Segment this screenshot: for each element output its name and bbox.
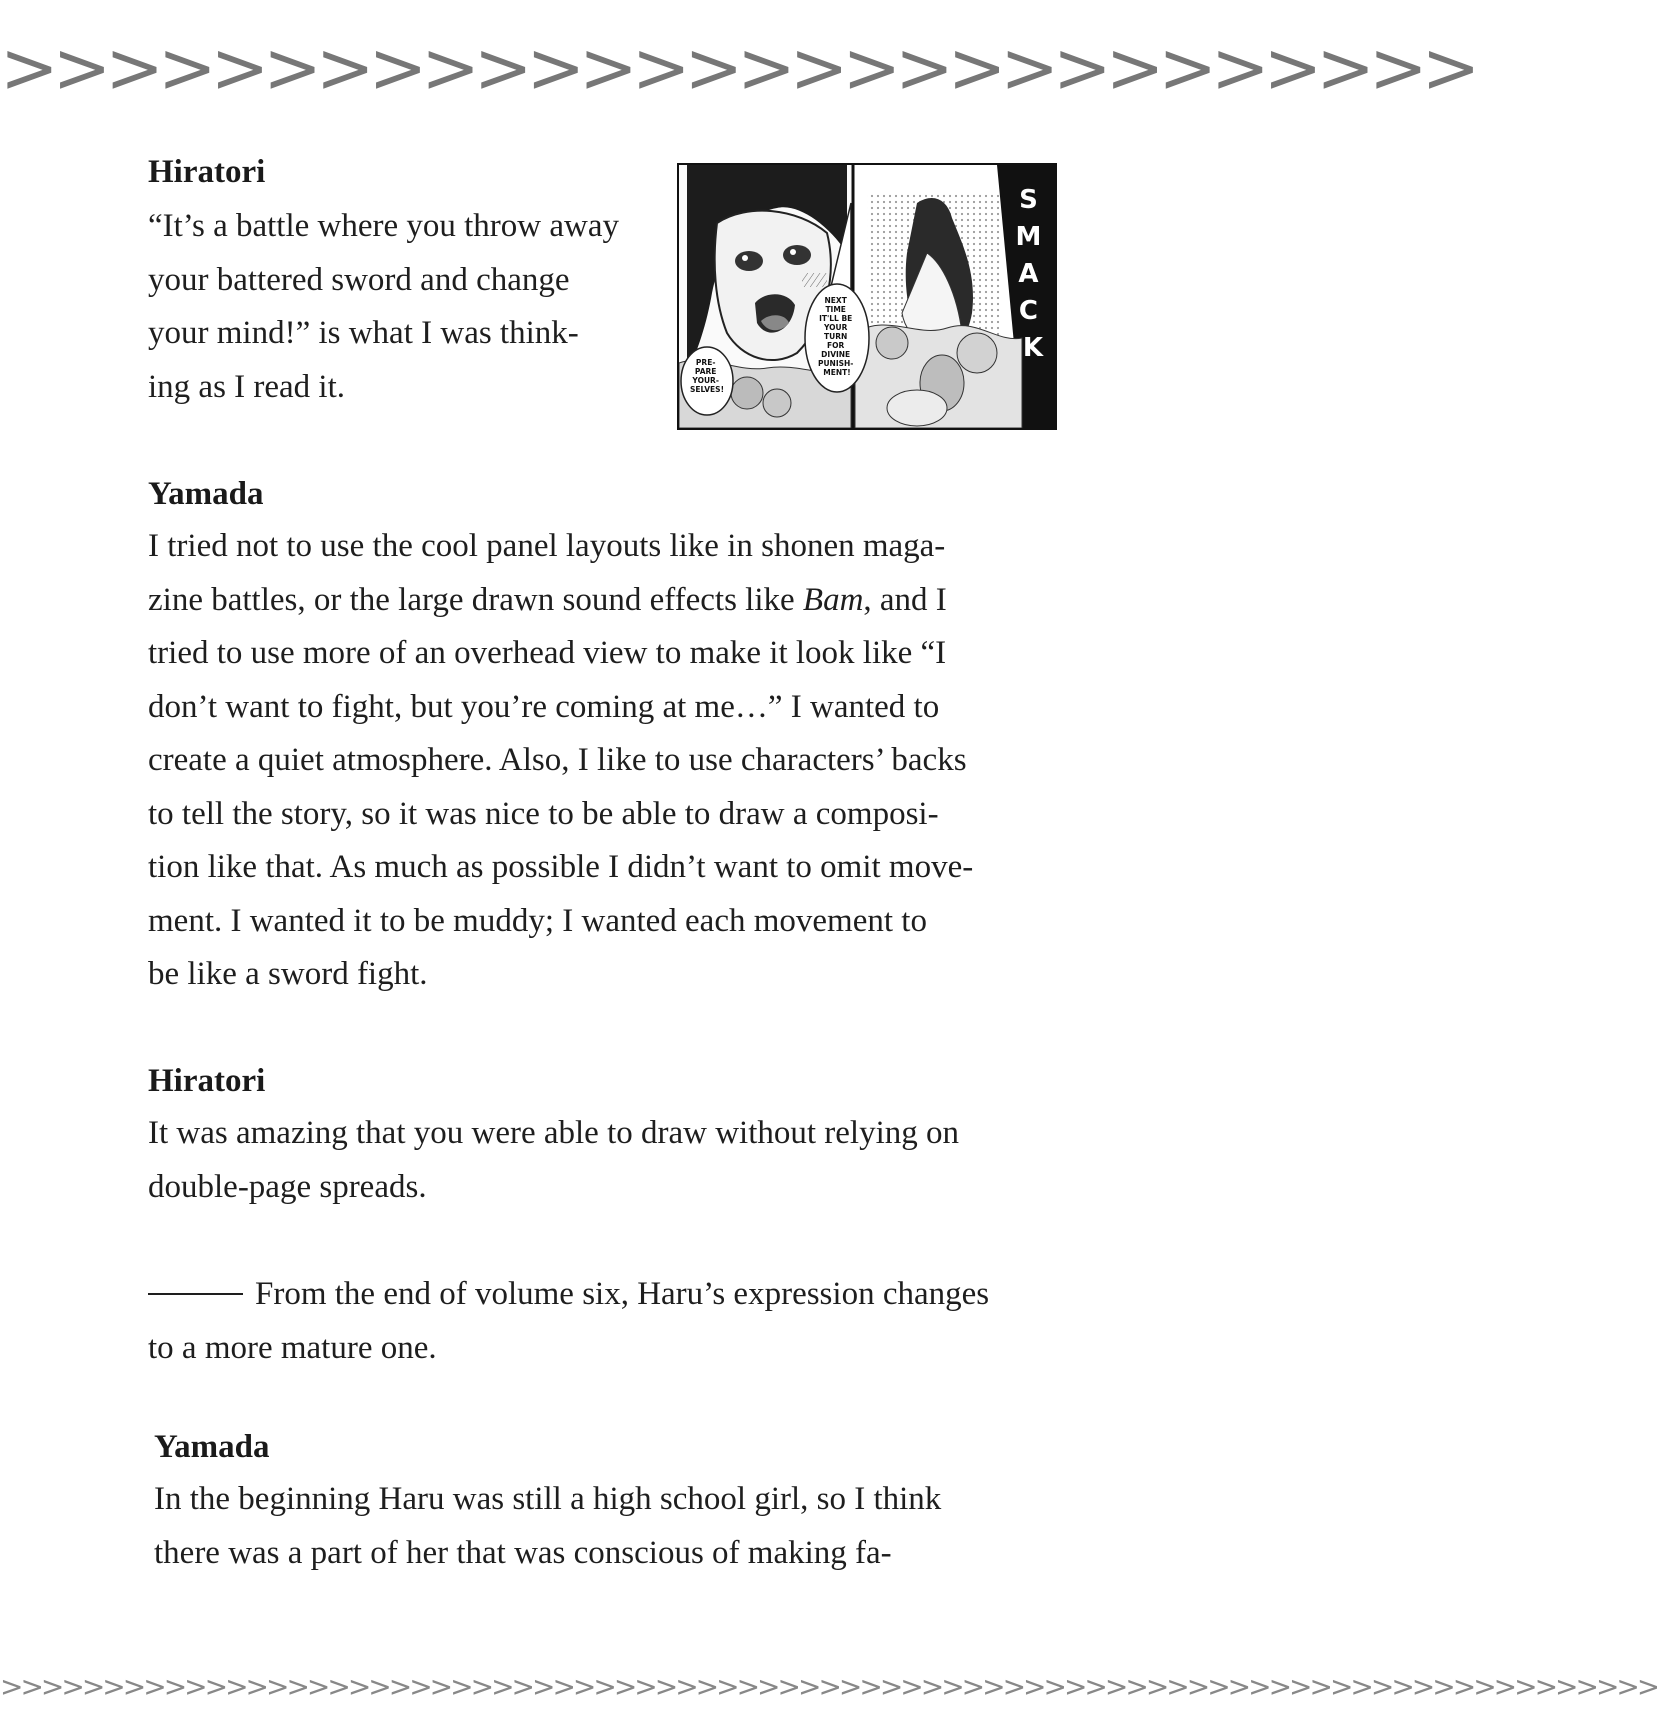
speech-bubble-left: PRE- PARE YOUR- SELVES! bbox=[689, 358, 725, 394]
manga-panel-illustration bbox=[677, 163, 1057, 430]
text-line bbox=[148, 574, 1058, 628]
section-hiratori-1 bbox=[148, 152, 658, 414]
bottom-chevron-border: >>>>>>>>>>>>>>>>>>>>>>>>>>>>>>>>>>>>>>>>>>>>>>>>>>>>>>>>>>>>>>>>>>>>>>>>>>>>>>>>> bbox=[0, 1670, 1657, 1703]
speaker-name: Yamada bbox=[148, 476, 264, 512]
top-chevron-border: >>>>>>>>>>>>>>>>>>>>>>>>>>>> bbox=[0, 27, 1475, 109]
section-yamada-2 bbox=[154, 1427, 1058, 1580]
paragraph bbox=[148, 200, 658, 414]
paragraph bbox=[148, 1268, 1058, 1375]
text-line: your battered sword and change bbox=[148, 261, 570, 298]
text-line: I tried not to use the cool panel layouts like in shonen maga- bbox=[148, 528, 946, 564]
italic-sfx-word: Bam bbox=[802, 581, 864, 618]
em-dash-rule bbox=[148, 1293, 243, 1295]
text-line: ment. I wanted it to be muddy; I wanted each movement to bbox=[148, 902, 927, 939]
text-line bbox=[148, 1268, 1058, 1322]
text-line: ing as I read it. bbox=[148, 368, 346, 405]
speech-bubble-right: NEXT TIME IT'LL BE YOUR TURN FOR DIVINE PUNISH- MENT! bbox=[817, 296, 854, 377]
text-line: don’t want to fight, but you’re coming at me…” I wanted to bbox=[148, 688, 940, 725]
speaker-name: Hiratori bbox=[148, 1063, 266, 1099]
text-line: In the beginning Haru was still a high school girl, so I think bbox=[154, 1481, 942, 1517]
paragraph bbox=[148, 520, 1058, 1002]
text-line: “It’s a battle where you throw away bbox=[148, 208, 619, 244]
text-segment: From the end of volume six, Haru’s expression changes bbox=[255, 1276, 990, 1312]
speaker-name: Yamada bbox=[154, 1429, 270, 1465]
text-line: It was amazing that you were able to draw without relying on bbox=[148, 1115, 960, 1151]
text-line: there was a part of her that was conscious of making fa- bbox=[154, 1534, 892, 1571]
section-interviewer-question bbox=[148, 1268, 1058, 1375]
text-line: to tell the story, so it was nice to be able to draw a composi- bbox=[148, 795, 939, 832]
text-line: double-page spreads. bbox=[148, 1168, 427, 1205]
text-line: your mind!” is what I was think- bbox=[148, 315, 579, 351]
speaker-name: Hiratori bbox=[148, 154, 266, 190]
text-line: be like a sword fight. bbox=[148, 956, 428, 992]
text-line: create a quiet atmosphere. Also, I like to use characters’ backs bbox=[148, 742, 967, 778]
text-segment: , and I bbox=[863, 581, 947, 618]
text-line: tried to use more of an overhead view to make it look like “I bbox=[148, 635, 947, 671]
text-line: tion like that. As much as possible I didn’t want to omit move- bbox=[148, 849, 974, 885]
sfx-smack: S M A C K bbox=[1015, 185, 1044, 363]
text-segment: zine battles, or the large drawn sound effects like bbox=[148, 581, 803, 618]
paragraph bbox=[148, 1107, 1058, 1214]
paragraph bbox=[154, 1473, 1058, 1580]
manga-panel-image bbox=[677, 163, 1057, 430]
section-hiratori-2 bbox=[148, 1061, 1058, 1214]
text-line: to a more mature one. bbox=[148, 1329, 437, 1366]
section-yamada-1 bbox=[148, 474, 1058, 1002]
